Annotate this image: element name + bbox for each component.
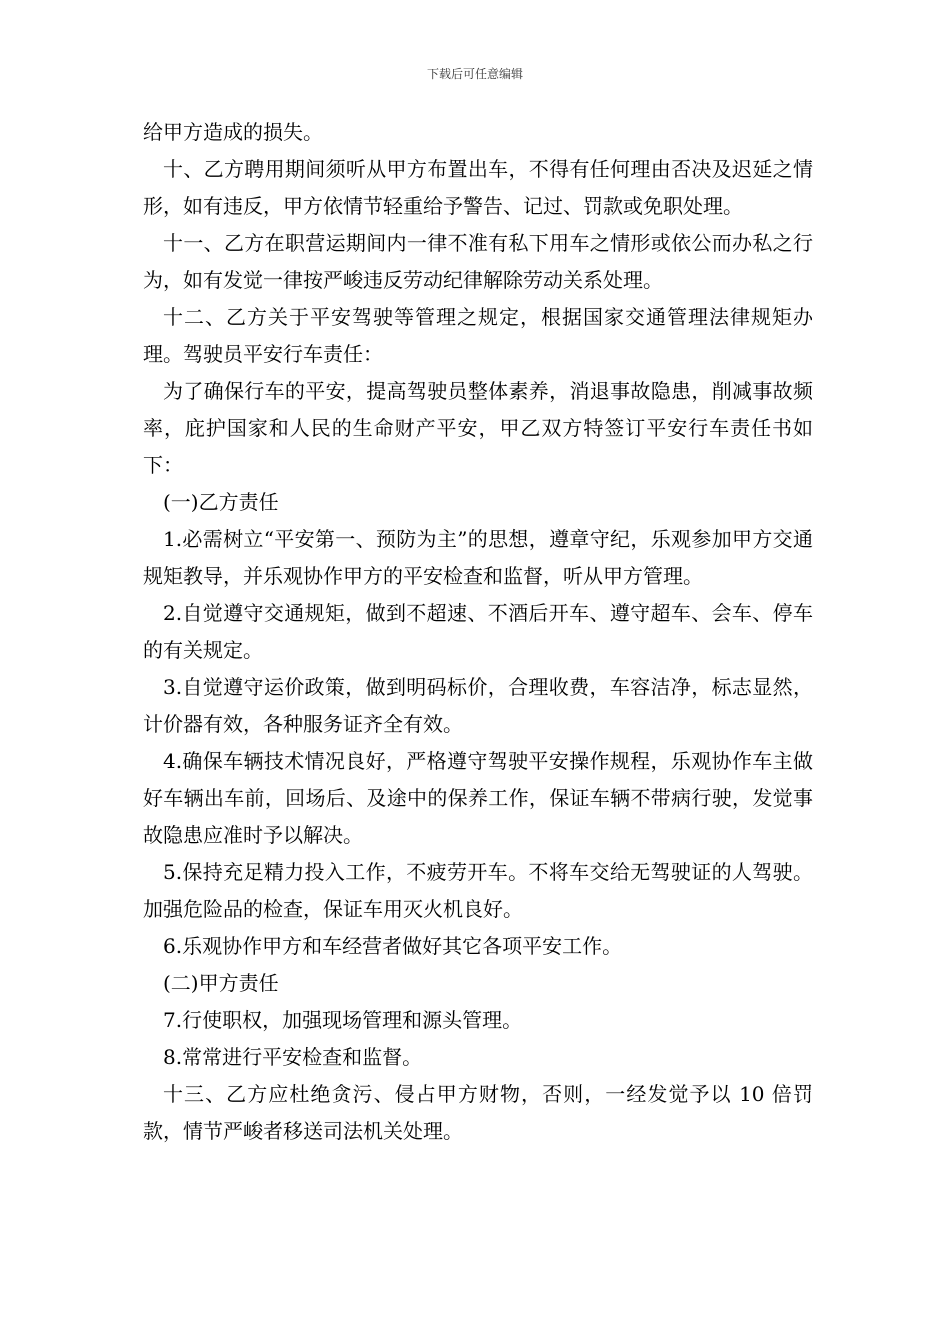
paragraph: 十、乙方聘用期间须听从甲方布置出车，不得有任何理由否决及迟延之情形，如有违反，甲方依情节轻重给予警告、记过、罚款或免职处理。 [143, 157, 813, 218]
paragraph: 为了确保行车的平安，提高驾驶员整体素养，消退事故隐患，削减事故频率，庇护国家和人民的生命财产平安，甲乙双方特签订平安行车责任书如下： [143, 379, 813, 477]
list-item: 5.保持充足精力投入工作，不疲劳开车。不将车交给无驾驶证的人驾驶。加强危险品的检查，保证车用灭火机良好。 [143, 860, 813, 921]
page-header-note: 下载后可任意编辑 [426, 67, 523, 81]
paragraph: 十二、乙方关于平安驾驶等管理之规定，根据国家交通管理法律规矩办理。驾驶员平安行车责任： [143, 305, 813, 366]
list-item: 1.必需树立“平安第一、预防为主”的思想，遵章守纪，乐观参加甲方交通规矩教导，并乐观协作甲方的平安检查和监督，听从甲方管理。 [143, 527, 813, 588]
list-item: 7.行使职权，加强现场管理和源头管理。 [163, 1008, 523, 1032]
paragraph: 给甲方造成的损失。 [143, 120, 323, 144]
list-item: 3.自觉遵守运价政策，做到明码标价，合理收费，车容洁净，标志显然，计价器有效，各种服务证齐全有效。 [143, 675, 813, 736]
list-item: 4.确保车辆技术情况良好，严格遵守驾驶平安操作规程，乐观协作车主做好车辆出车前，回场后、及途中的保养工作，保证车辆不带病行驶，发觉事故隐患应准时予以解决。 [143, 749, 813, 847]
list-item: 8.常常进行平安检查和监督。 [163, 1045, 423, 1069]
document-body [143, 114, 813, 1150]
section-heading: (一)乙方责任 [163, 490, 279, 514]
list-item: 2.自觉遵守交通规矩，做到不超速、不酒后开车、遵守超车、会车、停车的有关规定。 [143, 601, 813, 662]
section-heading: (二)甲方责任 [163, 971, 279, 995]
paragraph: 十一、乙方在职营运期间内一律不准有私下用车之情形或依公而办私之行为，如有发觉一律按严峻违反劳动纪律解除劳动关系处理。 [143, 231, 813, 292]
list-item: 6.乐观协作甲方和车经营者做好其它各项平安工作。 [163, 934, 623, 958]
paragraph: 十三、乙方应杜绝贪污、侵占甲方财物，否则，一经发觉予以 10 倍罚款，情节严峻者移送司法机关处理。 [143, 1082, 813, 1143]
